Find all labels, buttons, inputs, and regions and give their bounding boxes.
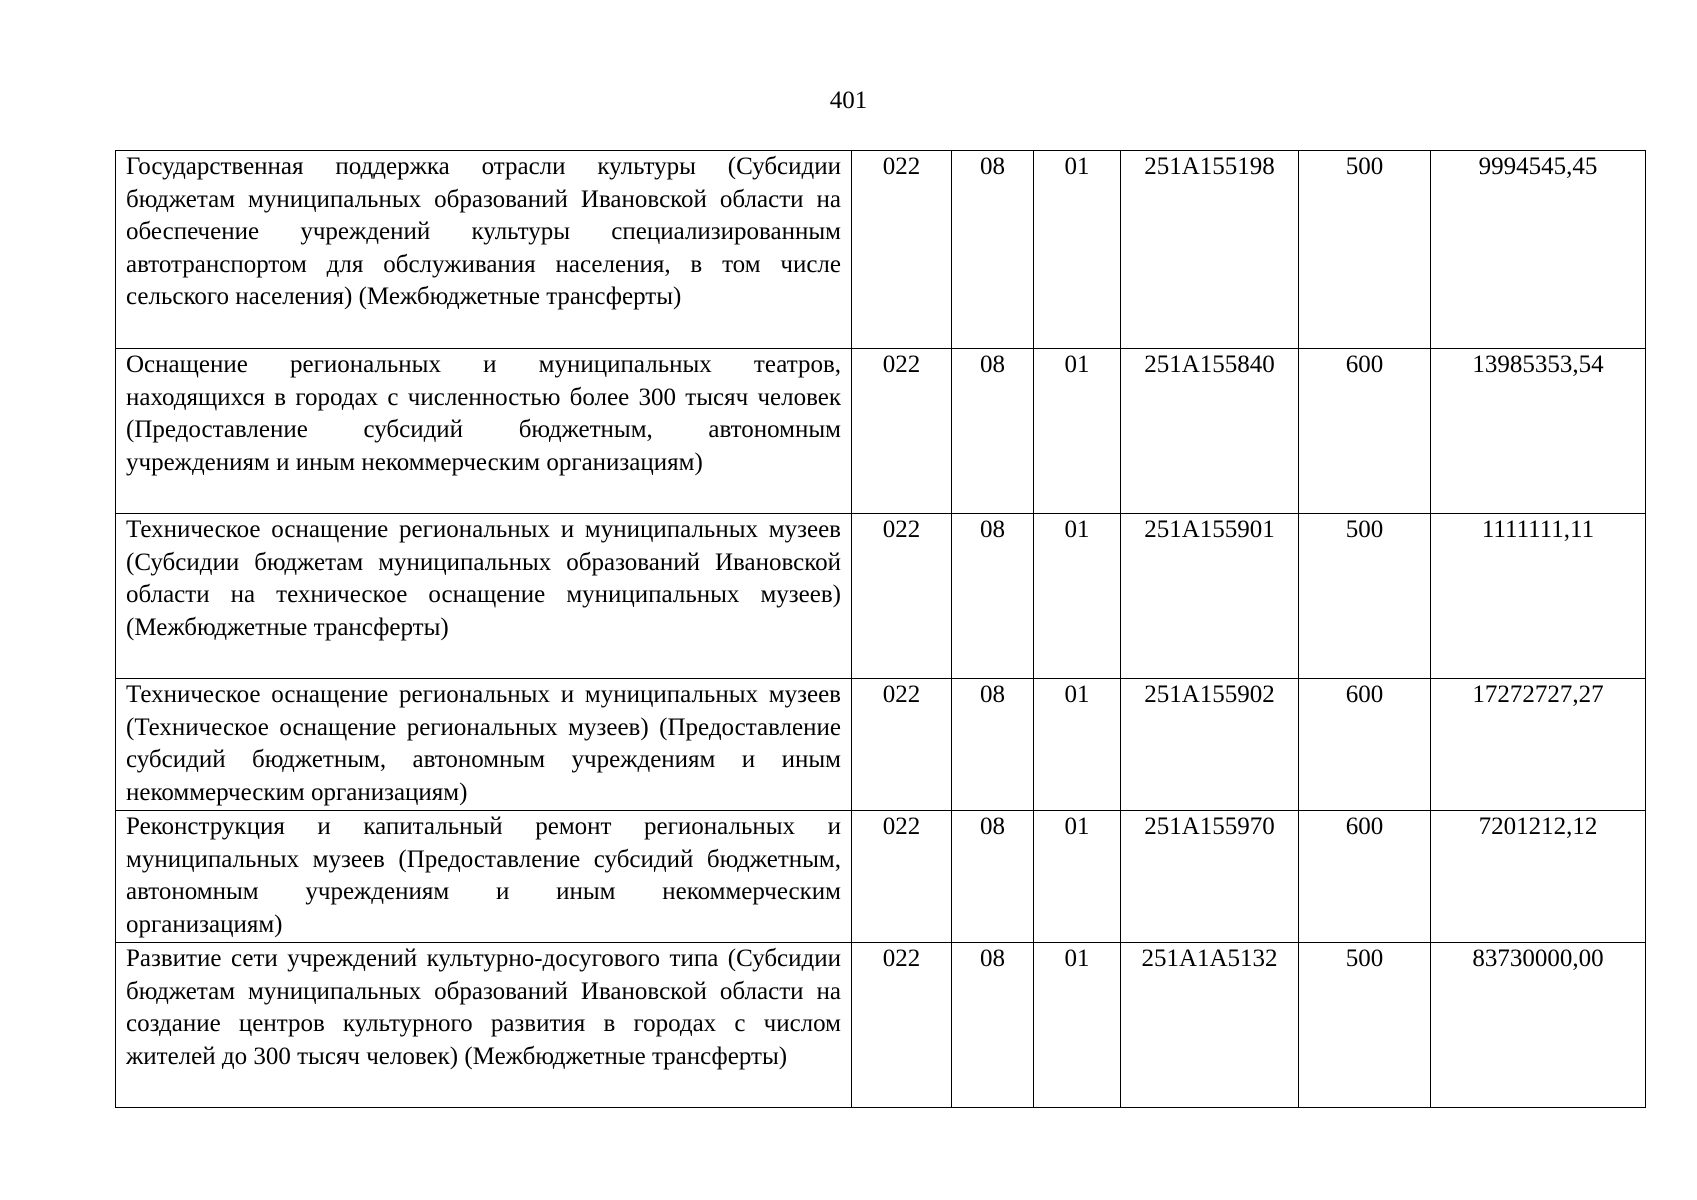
subsection-code: 01 [1034,679,1121,811]
table-row [116,679,1646,811]
page-number: 401 [829,87,868,114]
row-description: Развитие сети учреждений культурно-досугового типа (Субсидии бюджетам муниципальных образований Ивановской области на создание центров культурного развития в городах с числом жителей до 300 тысяч человек) (Межбюджетные трансферты) [116,943,852,1108]
amount-value: 13985353,54 [1431,349,1646,514]
subsection-code: 01 [1034,151,1121,349]
expense-type-code: 500 [1299,514,1431,679]
expense-type-code: 500 [1299,943,1431,1108]
section-code: 08 [952,943,1034,1108]
row-description: Техническое оснащение региональных и муниципальных музеев (Субсидии бюджетам муниципальных образований Ивановской области на техническое оснащение муниципальных музеев) (Межбюджетные трансферты) [116,514,852,679]
table-body [116,151,1646,1108]
ministry-code: 022 [852,811,952,943]
budget-table [115,150,1646,1108]
target-article-code: 251A155198 [1121,151,1299,349]
section-code: 08 [952,514,1034,679]
ministry-code: 022 [852,943,952,1108]
ministry-code: 022 [852,679,952,811]
section-code: 08 [952,151,1034,349]
target-article-code: 251A155902 [1121,679,1299,811]
section-code: 08 [952,679,1034,811]
expense-type-code: 600 [1299,679,1431,811]
table-row [116,151,1646,349]
table-row [116,811,1646,943]
amount-value: 83730000,00 [1431,943,1646,1108]
ministry-code: 022 [852,514,952,679]
amount-value: 7201212,12 [1431,811,1646,943]
target-article-code: 251A155840 [1121,349,1299,514]
row-description: Оснащение региональных и муниципальных театров, находящихся в городах с численностью более 300 тысяч человек (Предоставление субсидий бюджетным, автономным учреждениям и иным некоммерческим организациям) [116,349,852,514]
table-row [116,349,1646,514]
subsection-code: 01 [1034,943,1121,1108]
target-article-code: 251A155901 [1121,514,1299,679]
amount-value: 9994545,45 [1431,151,1646,349]
ministry-code: 022 [852,349,952,514]
row-description: Реконструкция и капитальный ремонт региональных и муниципальных музеев (Предоставление субсидий бюджетным, автономным учреждениям и иным некоммерческим организациям) [116,811,852,943]
table-row [116,514,1646,679]
subsection-code: 01 [1034,349,1121,514]
expense-type-code: 500 [1299,151,1431,349]
table-row [116,943,1646,1108]
target-article-code: 251A155970 [1121,811,1299,943]
amount-value: 1111111,11 [1431,514,1646,679]
subsection-code: 01 [1034,811,1121,943]
target-article-code: 251A1A5132 [1121,943,1299,1108]
ministry-code: 022 [852,151,952,349]
amount-value: 17272727,27 [1431,679,1646,811]
row-description: Техническое оснащение региональных и муниципальных музеев (Техническое оснащение региональных музеев) (Предоставление субсидий бюджетным, автономным учреждениям и иным некоммерческим организациям) [116,679,852,811]
section-code: 08 [952,349,1034,514]
section-code: 08 [952,811,1034,943]
expense-type-code: 600 [1299,811,1431,943]
row-description: Государственная поддержка отрасли культуры (Субсидии бюджетам муниципальных образований Ивановской области на обеспечение учреждений культуры специализированным автотранспортом для обслуживания населения, в том числе сельского населения) (Межбюджетные трансферты) [116,151,852,349]
subsection-code: 01 [1034,514,1121,679]
expense-type-code: 600 [1299,349,1431,514]
